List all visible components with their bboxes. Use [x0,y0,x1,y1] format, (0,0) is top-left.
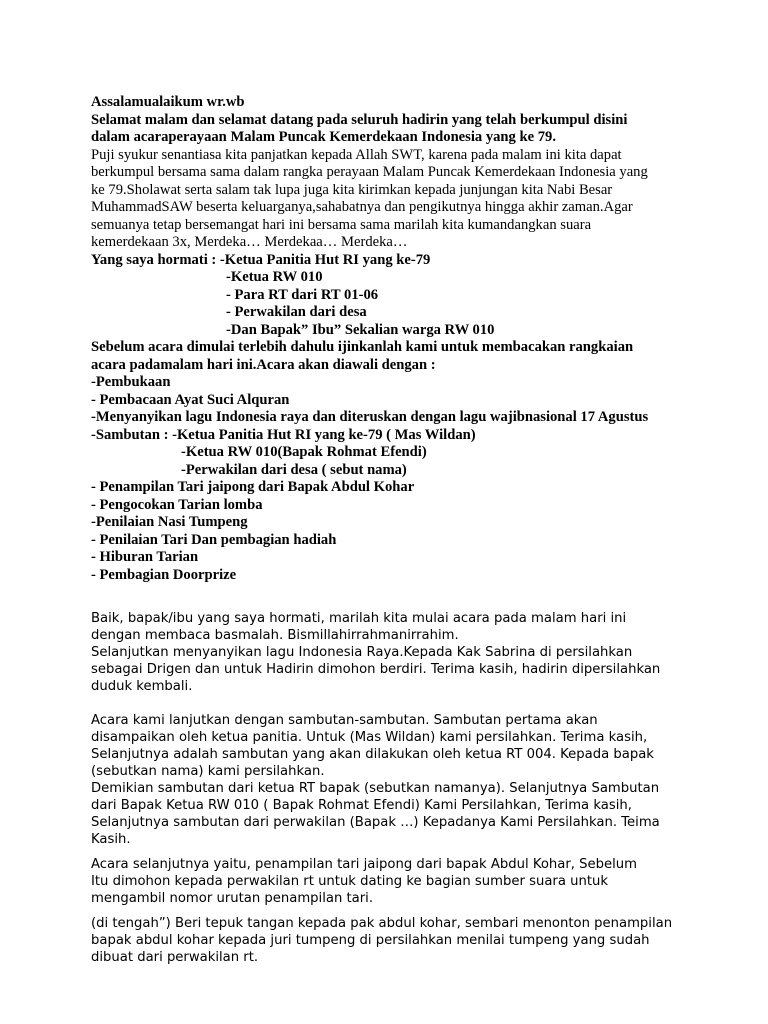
script-line: duduk kembali. [91,679,193,694]
script-line: Baik, bapak/ibu yang saya hormati, marilah kita mulai acara pada malam hari ini [91,611,627,626]
agenda-intro-line: Sebelum acara dimulai terlebih dahulu ijinkanlah kami untuk membacakan rangkaian [91,339,634,355]
script-line: sebagai Drigen dan untuk Hadirin dimohon berdiri. Terima kasih, hadirin dipersilahkan [91,662,661,677]
sambutan-item: -Ketua RW 010(Bapak Rohmat Efendi) [181,444,427,460]
opening-line: ke 79.Sholawat serta salam tak lupa juga kita kirimkan kepada junjungan kita Nabi Besar [91,181,613,198]
script-line: Selanjutnya adalah sambutan yang akan dilakukan oleh ketua RT 004. Kepada bapak [91,747,654,762]
agenda-intro-line: acara padamalam hari ini.Acara akan diawali dengan : [91,356,436,373]
opening-line: MuhammadSAW beserta keluarganya,sahabatnya dan pengikutnya hingga akhir zaman.Agar [91,199,633,215]
serif-section [91,94,691,584]
script-line: mengambil nomor urutan penampilan tari. [91,891,374,906]
script-paragraph [91,712,691,848]
script-line: Itu dimohon kepada perwakilan rt untuk dating ke bagian sumber suara untuk [91,874,608,889]
greeting: Assalamualaikum wr.wb [91,94,245,110]
script-paragraph [91,915,691,966]
welcome-line: dalam acaraperayaan Malam Puncak Kemerdekaan Indonesia yang ke 79. [91,129,556,145]
script-paragraph [91,856,691,907]
script-line: dengan membaca basmalah. Bismillahirrahmanirrahim. [91,628,459,643]
script-line: dari Bapak Ketua RW 010 ( Bapak Rohmat Efendi) Kami Persilahkan, Terima kasih, [91,798,632,813]
script-line: (di tengah”) Beri tepuk tangan kepada pak abdul kohar, sembari menonton penampilan [91,916,673,931]
script-line: Acara selanjutnya yaitu, penampilan tari jaipong dari bapak Abdul Kohar, Sebelum [91,857,637,872]
agenda-item: -Pembukaan [91,374,171,390]
script-paragraph [91,610,691,695]
script-line: Selanjutnya sambutan dari perwakilan (Bapak …) Kepadanya Kami Persilahkan. Teima [91,815,660,830]
opening-line: semuanya tetap bersemangat hari ini bersama sama marilah kita kumandangkan suara [91,216,592,233]
script-section [91,610,691,983]
script-line: Demikian sambutan dari ketua RT bapak (sebutkan namanya). Selanjutnya Sambutan [91,781,660,796]
script-line: dibuat dari perwakilan rt. [91,950,259,965]
agenda-item: - Penilaian Tari Dan pembagian hadiah [91,531,337,548]
agenda-item: -Menyanyikan lagu Indonesia raya dan diteruskan dengan lagu wajibnasional 17 Agustus [91,409,649,425]
honored-item: -Ketua RW 010 [226,269,323,285]
agenda-item: - Pembacaan Ayat Suci Alquran [91,391,290,408]
honored-item: - Para RT dari RT 01-06 [226,286,379,303]
sambutan-item: -Perwakilan dari desa ( sebut nama) [181,461,407,478]
sambutan-first: -Sambutan : -Ketua Panitia Hut RI yang ke-79 ( Mas Wildan) [91,426,476,443]
script-line: Acara kami lanjutkan dengan sambutan-sambutan. Sambutan pertama akan [91,713,598,728]
opening-line: kemerdekaan 3x, Merdeka… Merdekaa… Merdeka… [91,234,408,250]
welcome-line: Selamat malam dan selamat datang pada seluruh hadirin yang telah berkumpul disini [91,111,628,128]
opening-line: berkumpul bersama sama dalam rangka perayaan Malam Puncak Kemerdekaan Indonesia yang [91,164,648,180]
opening-line: Puji syukur senantiasa kita panjatkan kepada Allah SWT, karena pada malam ini kita dapat [91,146,622,163]
script-line: disampaikan oleh ketua panitia. Untuk (Mas Wildan) kami persilahkan. Terima kasih, [91,730,648,745]
agenda-item: - Hiburan Tarian [91,549,199,565]
agenda-item: - Pembagian Doorprize [91,566,237,583]
agenda-item: - Penampilan Tari jaipong dari Bapak Abdul Kohar [91,479,415,495]
agenda-item: -Penilaian Nasi Tumpeng [91,514,248,530]
honored-item: - Perwakilan dari desa [226,304,367,320]
honored-first: Yang saya hormati : -Ketua Panitia Hut RI yang ke-79 [91,251,431,268]
script-line: bapak abdul kohar kepada juri tumpeng di persilahkan menilai tumpeng yang sudah [91,933,650,948]
script-line: Kasih. [91,832,131,847]
script-line: (sebutkan nama) kami persilahkan. [91,764,325,779]
agenda-item: - Pengocokan Tarian lomba [91,496,263,513]
script-line: Selanjutkan menyanyikan lagu Indonesia Raya.Kepada Kak Sabrina di persilahkan [91,645,633,660]
honored-item: -Dan Bapak” Ibu” Sekalian warga RW 010 [226,321,495,338]
